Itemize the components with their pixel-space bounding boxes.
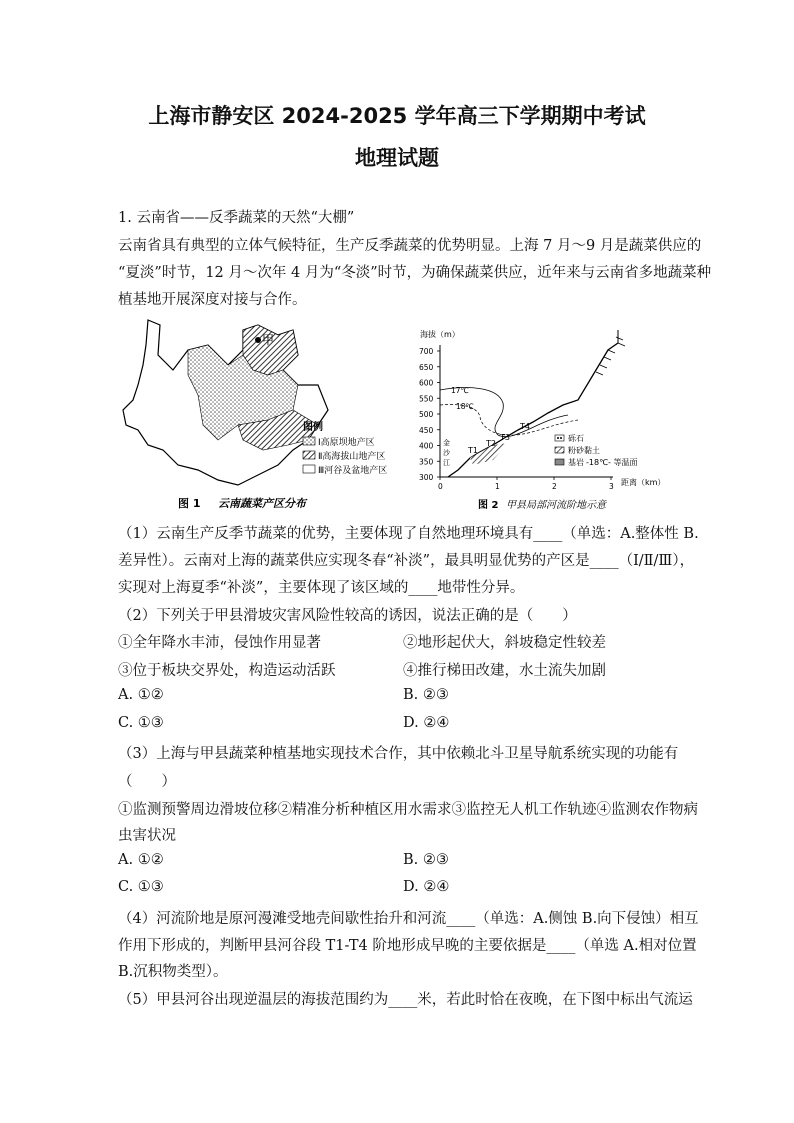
sub-2-option-4: ④推行梯田改建，水土流失加剧	[403, 663, 606, 679]
sub-3-choice-c: C. ①③	[118, 879, 164, 895]
figure-1-legend-item-3: Ⅲ河谷及盆地产区	[318, 466, 388, 476]
terrace-t2: T2	[486, 439, 496, 448]
figure-2-y-axis-label: 海拔（m）	[420, 330, 460, 339]
isotherm-17-label: 17℃	[451, 386, 469, 395]
figure-1-legend-title: 图例	[303, 422, 323, 433]
question-1-heading: 1. 云南省——反季蔬菜的天然“大棚”	[118, 210, 355, 226]
y-tick-label: 350	[419, 457, 434, 467]
figure-1-yunnan-map	[118, 315, 418, 515]
sub-3-options-line-2: 虫害状况	[118, 828, 176, 844]
sub-2-option-1: ①全年降水丰沛，侵蚀作用显著	[118, 635, 321, 651]
figure-2-legend-gravel: 砾石	[568, 434, 584, 443]
sub-2-choice-d: D. ②④	[403, 715, 450, 731]
sub-4-line-1: （4）河流阶地是原河漫滩受地壳间歇性抬升和河流____（单选：A.侧蚀 B.向下侵蚀）相互	[118, 911, 699, 927]
sub-2-option-3: ③位于板块交界处，构造运动活跃	[118, 663, 336, 679]
y-tick-label: 500	[419, 410, 434, 419]
figure-2-terrace-profile	[418, 325, 688, 515]
figure-2-caption-number: 图 2	[478, 500, 499, 511]
figure-1-legend-item-1: Ⅰ高原坝地产区	[318, 438, 375, 448]
sub-5-line-1: （5）甲县河谷出现逆温层的海拔范围约为____米，若此时恰在夜晚，在下图中标出气流运	[118, 992, 693, 1008]
figure-2-legend-silt-clay: 粉砂黏土	[568, 446, 600, 455]
y-tick-label: 600	[419, 378, 434, 388]
sub-3-stem-line-1: （3）上海与甲县蔬菜种植基地实现技术合作，其中依赖北斗卫星导航系统实现的功能有	[118, 746, 679, 762]
figure-1-caption-number: 图 1	[178, 497, 201, 510]
terrace-t1: T1	[468, 446, 478, 455]
sub-1-line-1: （1）云南生产反季节蔬菜的优势，主要体现了自然地理环境具有____（单选：A.整体性 B.	[118, 526, 699, 542]
question-1-intro-line-1: 云南省具有典型的立体气候特征，生产反季蔬菜的优势明显。上海 7 月～9 月是蔬菜供应的	[118, 238, 702, 254]
sub-3-options-line-1: ①监测预警周边滑坡位移②精准分析种植区用水需求③监控无人机工作轨迹④监测农作物病	[118, 802, 698, 818]
question-1-intro-line-2: “夏淡”时节，12 月～次年 4 月为“冬淡”时节，为确保蔬菜供应，近年来与云南省多地蔬菜种	[118, 265, 712, 281]
y-tick-label: 650	[419, 362, 434, 372]
question-1-intro-line-3: 植基地开展深度对接与合作。	[118, 292, 307, 308]
sub-1-line-2: 差异性）。云南对上海的蔬菜供应实现冬春“补淡”，最具明显优势的产区是____（Ⅰ/Ⅱ/Ⅲ），	[118, 553, 695, 569]
x-tick-label: 0	[438, 482, 443, 491]
document-subtitle: 地理试题	[355, 146, 439, 170]
terrace-t4: T4	[520, 422, 530, 431]
x-tick-label: 3	[609, 482, 614, 491]
y-tick-label: 450	[419, 425, 434, 435]
sub-2-stem: （2）下列关于甲县滑坡灾害风险性较高的诱因，说法正确的是（ ）	[118, 608, 577, 624]
sub-3-choice-d: D. ②④	[403, 879, 450, 895]
sub-1-line-3: 实现对上海夏季“补淡”，主要体现了该区域的____地带性分异。	[118, 580, 525, 596]
river-label-char-3: 江	[443, 459, 450, 467]
sub-3-choice-a: A. ①②	[118, 852, 164, 868]
river-label-char-1: 金	[443, 439, 450, 447]
figure-2-legend-bedrock: 基岩	[568, 458, 584, 467]
figure-1-legend-item-2: Ⅱ高海拔山地产区	[318, 452, 386, 462]
isotherm-18-label: 18℃	[456, 402, 474, 411]
county-marker-label: 甲	[262, 333, 275, 347]
sub-2-choice-a: A. ①②	[118, 687, 164, 703]
sub-3-choice-b: B. ②③	[403, 852, 449, 868]
figure-2-legend-isotherm: -18℃- 等温面	[586, 458, 638, 467]
sub-4-line-3: B.沉积物类型）。	[118, 964, 228, 980]
sub-3-stem-line-2: （ ）	[118, 774, 176, 790]
figure-2-caption-text: 甲县局部河流阶地示意	[506, 500, 606, 511]
figure-1-caption-text: 云南蔬菜产区分布	[218, 497, 306, 510]
x-tick-label: 2	[552, 482, 557, 491]
y-tick-label: 550	[419, 394, 434, 404]
sub-4-line-2: 作用下形成的，判断甲县河谷段 T1-T4 阶地形成早晚的主要依据是____（单选 A.相对位置	[118, 938, 697, 954]
sub-2-choice-c: C. ①③	[118, 715, 164, 731]
figure-2-x-axis-label: 距离（km）	[621, 478, 666, 487]
river-label-char-2: 沙	[443, 449, 450, 457]
x-tick-label: 1	[495, 482, 500, 491]
y-tick-label: 400	[419, 441, 434, 451]
y-tick-label: 700	[419, 347, 434, 356]
terrace-t3: T3	[500, 433, 510, 442]
sub-2-choice-b: B. ②③	[403, 687, 449, 703]
sub-2-option-2: ②地形起伏大，斜坡稳定性较差	[403, 635, 606, 651]
document-title: 上海市静安区 2024-2025 学年高三下学期期中考试	[148, 104, 646, 128]
y-tick-label: 300	[419, 473, 434, 482]
county-marker-dot	[255, 337, 261, 343]
